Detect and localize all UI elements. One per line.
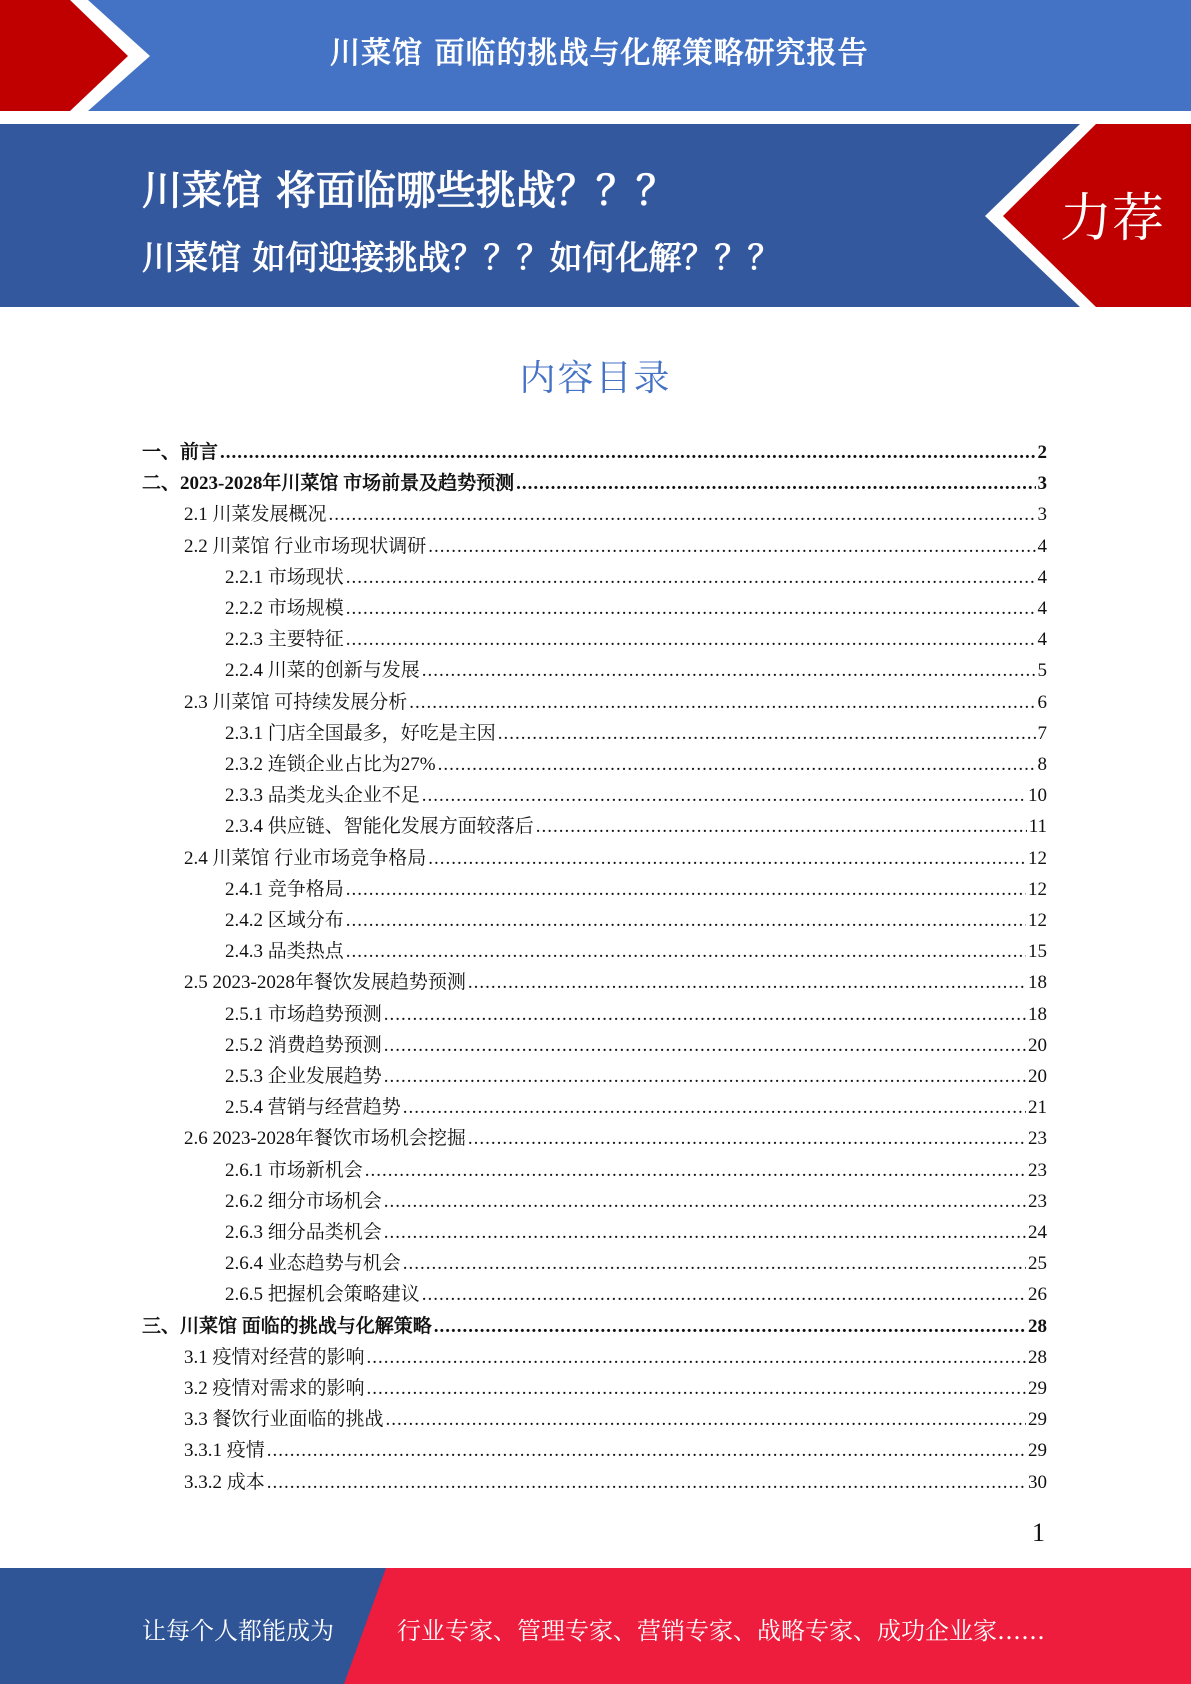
toc-entry-title: 2.6.5 把握机会策略建议 xyxy=(225,1284,420,1306)
toc-entry-title: 2.3.1 门店全国最多，好吃是主因 xyxy=(225,722,496,744)
toc-entry[interactable] xyxy=(225,999,1047,1030)
toc-entry[interactable] xyxy=(225,1279,1047,1310)
toc-dot-leader xyxy=(422,1279,1026,1310)
toc-entry-page: 26 xyxy=(1028,1284,1047,1306)
toc-dot-leader xyxy=(367,1342,1026,1373)
toc-dot-leader xyxy=(438,749,1036,780)
footer xyxy=(0,1568,1191,1684)
toc-entry[interactable] xyxy=(225,562,1047,593)
toc-entry-page: 25 xyxy=(1028,1253,1047,1275)
toc-entry-title: 二、2023-2028年川菜馆 市场前景及趋势预测 xyxy=(142,473,515,495)
toc-entry-page: 4 xyxy=(1037,535,1047,557)
toc-dot-leader xyxy=(384,999,1026,1030)
toc-dot-leader xyxy=(536,811,1027,842)
toc-entry-title: 2.5.4 营销与经营趋势 xyxy=(225,1097,401,1119)
toc-entry-title: 2.3.2 连锁企业占比为27% xyxy=(225,754,436,775)
toc-entry-title: 2.2.1 市场现状 xyxy=(225,566,344,588)
toc-entry-page: 10 xyxy=(1028,785,1047,807)
toc-entry[interactable] xyxy=(225,718,1047,749)
toc-entry-page: 4 xyxy=(1037,566,1047,588)
top-banner xyxy=(0,0,1191,111)
toc-dot-leader xyxy=(384,1061,1026,1092)
toc-entry[interactable] xyxy=(142,437,1047,468)
toc-entry-title: 三、川菜馆 面临的挑战与化解策略 xyxy=(142,1315,432,1337)
toc-entry-page: 6 xyxy=(1037,691,1047,713)
toc-entry[interactable] xyxy=(142,468,1047,499)
toc-entry-title: 2.2 川菜馆 行业市场现状调研 xyxy=(184,535,427,557)
toc-entry[interactable] xyxy=(225,811,1047,842)
toc-dot-leader xyxy=(384,1186,1026,1217)
toc-dot-leader xyxy=(384,1217,1026,1248)
toc-dot-leader xyxy=(403,1248,1026,1279)
toc-entry-title: 2.5.2 消费趋势预测 xyxy=(225,1034,382,1056)
toc-entry-page: 4 xyxy=(1037,598,1047,619)
page-number: 1 xyxy=(1032,1518,1045,1547)
toc-entry-page: 15 xyxy=(1028,941,1047,963)
toc-entry-page: 8 xyxy=(1037,754,1047,775)
toc-dot-leader xyxy=(220,437,1035,468)
toc-entry-page: 7 xyxy=(1037,722,1047,744)
toc-entry-page: 28 xyxy=(1028,1315,1047,1337)
headline-question-1: 川菜馆 将面临哪些挑战？？？ xyxy=(142,168,676,214)
toc-entry[interactable] xyxy=(184,843,1047,874)
toc-entry[interactable] xyxy=(225,1092,1047,1123)
toc-entry-title: 2.6 2023-2028年餐饮市场机会挖掘 xyxy=(184,1128,466,1150)
toc-entry-page: 11 xyxy=(1028,816,1047,838)
toc-entry[interactable] xyxy=(184,967,1047,998)
toc-entry-title: 2.5.1 市场趋势预测 xyxy=(225,1003,382,1025)
toc-dot-leader xyxy=(468,1123,1026,1154)
toc-entry[interactable] xyxy=(184,1404,1047,1435)
toc-dot-leader xyxy=(516,468,1035,499)
toc-entry-page: 24 xyxy=(1028,1222,1047,1243)
toc-dot-leader xyxy=(498,718,1036,749)
toc-entry[interactable] xyxy=(142,1311,1047,1342)
toc-dot-leader xyxy=(428,843,1026,874)
toc-entry-title: 2.1 川菜发展概况 xyxy=(184,504,327,526)
toc-entry-page: 20 xyxy=(1028,1034,1047,1056)
toc-dot-leader xyxy=(422,655,1036,686)
toc-dot-leader xyxy=(386,1404,1026,1435)
toc-entry[interactable] xyxy=(225,1217,1047,1248)
toc-entry-title: 2.3.3 品类龙头企业不足 xyxy=(225,785,420,807)
toc-entry[interactable] xyxy=(184,1342,1047,1373)
toc-entry-page: 18 xyxy=(1028,1003,1047,1025)
toc-dot-leader xyxy=(367,1373,1026,1404)
footer-slogan-right: 行业专家、管理专家、营销专家、战略专家、成功企业家…… xyxy=(397,1617,1045,1645)
recommend-badge: 力荐 xyxy=(1060,189,1165,249)
toc-entry-title: 2.4 川菜馆 行业市场竞争格局 xyxy=(184,847,427,869)
headline-question-2: 川菜馆 如何迎接挑战？？？如何化解？？？ xyxy=(142,238,781,277)
toc-dot-leader xyxy=(267,1435,1026,1466)
toc-dot-leader xyxy=(422,780,1026,811)
toc-entry-title: 2.2.3 主要特征 xyxy=(225,629,344,651)
toc-entry[interactable] xyxy=(225,905,1047,936)
toc-entry-page: 28 xyxy=(1028,1346,1047,1368)
toc-entry[interactable] xyxy=(225,936,1047,967)
toc-entry-page: 21 xyxy=(1028,1097,1047,1119)
toc-dot-leader xyxy=(365,1155,1026,1186)
toc-entry-title: 2.5 2023-2028年餐饮发展趋势预测 xyxy=(184,972,466,994)
toc-entry[interactable] xyxy=(225,1186,1047,1217)
toc-entry-page: 29 xyxy=(1028,1378,1047,1399)
toc-entry-page: 20 xyxy=(1028,1066,1047,1087)
toc-entry-title: 2.6.4 业态趋势与机会 xyxy=(225,1253,401,1275)
toc-entry-page: 12 xyxy=(1028,847,1047,869)
toc-entry-title: 2.6.2 细分市场机会 xyxy=(225,1190,382,1212)
toc-entry-page: 29 xyxy=(1028,1440,1047,1462)
toc-entry-title: 2.2.4 川菜的创新与发展 xyxy=(225,660,420,682)
toc-entry-page: 30 xyxy=(1028,1471,1047,1493)
toc-entry-title: 2.4.1 竞争格局 xyxy=(225,878,344,900)
toc-dot-leader xyxy=(409,687,1035,718)
toc-entry-page: 12 xyxy=(1028,878,1047,900)
toc-entry-page: 3 xyxy=(1037,504,1047,526)
toc-dot-leader xyxy=(428,531,1035,562)
toc-entry[interactable] xyxy=(225,624,1047,655)
toc-entry-title: 3.1 疫情对经营的影响 xyxy=(184,1346,365,1368)
toc-entry-title: 3.3.2 成本 xyxy=(184,1471,265,1493)
toc-entry[interactable] xyxy=(184,1435,1047,1466)
toc-entry-title: 3.3 餐饮行业面临的挑战 xyxy=(184,1409,384,1431)
toc-dot-leader xyxy=(346,624,1036,655)
toc-dot-leader xyxy=(468,967,1026,998)
toc-dot-leader xyxy=(434,1311,1026,1342)
toc-entry[interactable] xyxy=(225,749,1047,780)
toc-entry-page: 3 xyxy=(1037,473,1047,495)
toc-entry[interactable] xyxy=(184,1123,1047,1154)
toc-entry-title: 3.2 疫情对需求的影响 xyxy=(184,1378,365,1399)
toc-entry[interactable] xyxy=(225,655,1047,686)
toc-dot-leader xyxy=(346,905,1026,936)
toc-entry[interactable] xyxy=(225,1155,1047,1186)
toc-entry-title: 2.6.3 细分品类机会 xyxy=(225,1222,382,1243)
toc-entry[interactable] xyxy=(225,1248,1047,1279)
toc-entry-page: 5 xyxy=(1037,660,1047,682)
toc-entry[interactable] xyxy=(225,874,1047,905)
toc-dot-leader xyxy=(346,936,1026,967)
toc-entry-title: 2.6.1 市场新机会 xyxy=(225,1159,363,1181)
toc-title: 内容目录 xyxy=(519,358,672,399)
toc-entry-page: 12 xyxy=(1028,910,1047,931)
toc-entry-title: 2.4.2 区域分布 xyxy=(225,910,344,931)
toc-entry-title: 3.3.1 疫情 xyxy=(184,1440,265,1462)
toc-dot-leader xyxy=(384,1030,1026,1061)
toc-entry-page: 23 xyxy=(1028,1190,1047,1212)
toc-entry[interactable] xyxy=(184,687,1047,718)
toc-entry-title: 2.3.4 供应链、智能化发展方面较落后 xyxy=(225,816,534,838)
toc-entry[interactable] xyxy=(225,1061,1047,1092)
toc-dot-leader xyxy=(346,593,1036,624)
toc-dot-leader xyxy=(267,1467,1026,1498)
toc-entry-title: 一、前言 xyxy=(142,442,219,463)
toc-dot-leader xyxy=(346,562,1036,593)
toc-entry-title: 2.3 川菜馆 可持续发展分析 xyxy=(184,691,408,713)
toc-entry[interactable] xyxy=(184,1467,1047,1498)
toc-entry[interactable] xyxy=(225,780,1047,811)
toc-entry-page: 23 xyxy=(1028,1159,1047,1181)
toc-entry-page: 18 xyxy=(1028,972,1047,994)
toc-entry[interactable] xyxy=(225,1030,1047,1061)
toc-entry-page: 4 xyxy=(1037,629,1047,651)
toc-entry-title: 2.2.2 市场规模 xyxy=(225,598,344,619)
toc-dot-leader xyxy=(403,1092,1026,1123)
toc-dot-leader xyxy=(346,874,1026,905)
toc-entry-page: 23 xyxy=(1028,1128,1047,1150)
toc-entry[interactable] xyxy=(184,1373,1047,1404)
toc-entry-title: 2.5.3 企业发展趋势 xyxy=(225,1066,382,1087)
report-title: 川菜馆 面临的挑战与化解策略研究报告 xyxy=(330,36,869,71)
headline-band xyxy=(0,124,1191,307)
toc-entry-page: 2 xyxy=(1037,442,1047,463)
toc-entry[interactable] xyxy=(184,499,1047,530)
toc-entry[interactable] xyxy=(225,593,1047,624)
toc-entry[interactable] xyxy=(184,531,1047,562)
toc-entry-title: 2.4.3 品类热点 xyxy=(225,941,344,963)
footer-slogan-left: 让每个人都能成为 xyxy=(142,1617,334,1645)
toc-dot-leader xyxy=(329,499,1036,530)
toc-entry-page: 29 xyxy=(1028,1409,1047,1431)
